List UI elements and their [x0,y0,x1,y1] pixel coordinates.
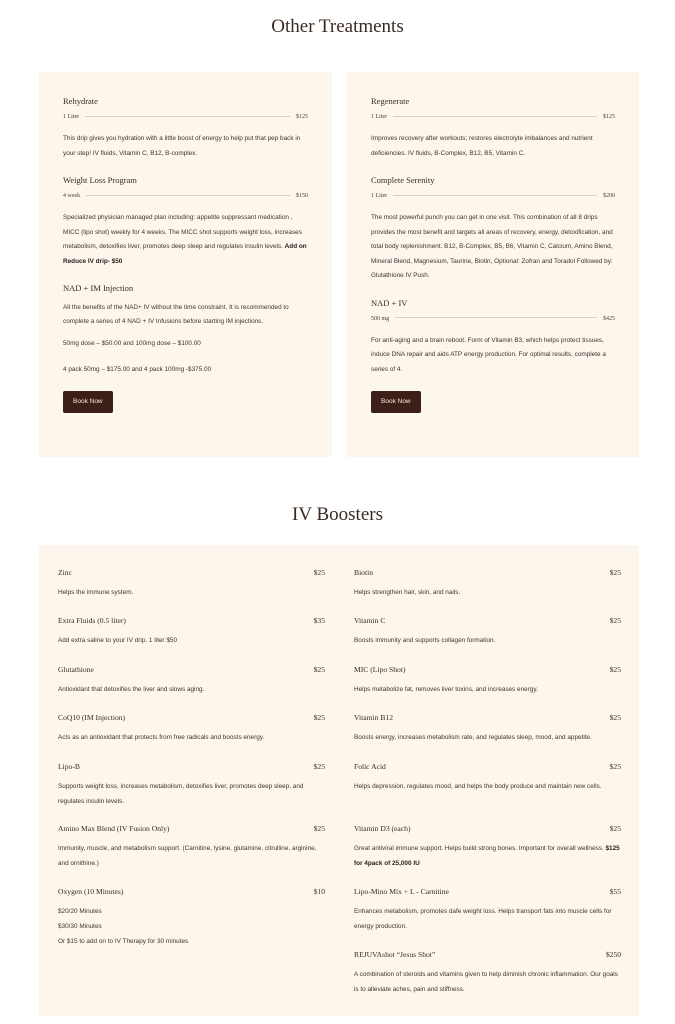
booster-description: Helps metabolize fat, removes liver toxins, and increases energy. [354,686,538,693]
treatment-unit: 4 week [63,193,81,199]
booster-description: Add extra saline to your IV drip. 1 liter $50 [58,637,178,644]
booster-name: REJUVAshot “Jesus Shot” [354,950,436,959]
treatment-unit: 500 mg [371,315,390,322]
treatment-name: Weight Loss Program [63,175,137,185]
treatment-nad-iv [371,298,615,378]
booster-name: Folic Acid [354,762,386,771]
booster-price: $25 [609,665,621,674]
booster-item [58,762,325,809]
booster-price: $25 [313,568,325,577]
booster-price: $25 [609,713,621,722]
treatment-name: NAD + IM Injection [63,283,134,293]
booster-name: CoQ10 (IM Injection) [58,713,126,722]
treatment-regenerate [371,96,615,161]
dose-pricing: 50mg dose – $50.00 and 100mg dose – $100.00 [63,340,201,347]
treatment-price: $200 [603,193,615,199]
treatments-card-left [39,72,332,457]
booster-name: Glutathione [58,665,94,674]
booster-price: $25 [313,824,325,833]
booster-price: $250 [605,950,621,959]
oxygen-option: $20/20 Minutes [58,908,102,915]
iv-boosters-title: IV Boosters [292,504,383,525]
treatments-card-right [347,72,639,457]
booster-name: Extra Fluids (0.5 liter) [58,616,126,625]
booster-name: Biotin [354,568,373,577]
booster-description: A combination of steroids and vitamins given to help diminish chronic inflammation. Our goals is to alleviate aches, pain and stiffness. [354,971,618,993]
booster-name: Vitamin B12 [354,713,393,722]
booster-description: Acts as an antioxidant that protects from free radicals and boosts energy. [58,734,265,741]
booster-description: Enhances metabolism, promotes dafe weight loss. Helps transport fats into muscle cells for energy production. [354,908,612,930]
booster-price: $25 [313,665,325,674]
booster-description: Helps the immune system. [58,589,134,596]
booster-item [354,616,621,648]
treatment-price: $125 [603,114,615,120]
booster-item [58,713,325,745]
treatment-unit: 1 Liter [371,114,388,120]
booster-name: Amino Max Blend (IV Fusion Only) [58,824,170,833]
other-treatments-title: Other Treatments [271,16,404,37]
booster-description: Boosts immunity and supports collagen formation. [354,637,496,644]
treatment-nad-im [63,283,308,377]
treatment-unit: 1 Liter [371,193,388,199]
booster-price: $25 [609,568,621,577]
booster-price: $35 [313,616,325,625]
booster-item [58,616,325,648]
booster-item [354,950,621,997]
treatment-description: All the benefits of the NAD+ IV without the time constraint. It is recommended to complete a series of 4 NAD + IV Infusions before starting IM injections. [63,304,289,325]
booster-item [354,713,621,745]
booster-price: $55 [609,887,621,896]
booster-price: $25 [609,824,621,833]
booster-description: Antioxidant that detoxifies the liver and slows aging. [58,686,205,693]
booster-item [58,665,325,697]
treatment-name: Complete Serenity [371,175,435,185]
treatment-description: The most powerful punch you can get in one visit. This combination of all 8 drips provides the most benefit and targets all areas of recovery, energy, detoxification, and total body replenishment. B12, B-Complex, B5, B6, Vitamin C, Calcium, Amino Blend, Mineral Blend, Magnesium, Taurine, Biotin, Optional: Zofran and Toradol Followed by: Glutathione IV Push. [371,214,613,279]
pack-pricing-note: $125 for 4pack of 25,000 IU [354,845,620,867]
booster-item [354,824,621,871]
treatment-description: For anti-aging and a brain reboot. Form of Vitamin B3, which helps protect tissues, induce DNA repair and aids ATP energy production. For optimal results, complete a series of 4. [371,336,606,373]
treatment-name: Rehydrate [63,96,98,106]
booster-description: Helps depression, regulates mood, and helps the body produce and maintain new cells. [354,783,602,790]
booster-description: Supports weight loss, increases metabolism, detoxifies liver, promotes deep sleep, and regulates insulin levels. [58,783,304,805]
price-leader-line [393,116,597,117]
booster-name: Zinc [58,568,72,577]
booster-price: $25 [609,762,621,771]
booster-name: Lipo-Mino Mix + L - Carnitine [354,887,449,896]
treatment-description: This drip gives you hydration with a little boost of energy to help put that pep back in your step! IV fluids, Vitamin C, B12, B-complex. [63,135,301,157]
booster-price: $10 [313,887,325,896]
treatment-rehydrate [63,96,308,161]
booster-description: Helps strengthen hair, skin, and nails. [354,589,461,596]
treatment-complete-serenity [371,175,615,284]
booster-name: Oxygen (10 Minutes) [58,887,124,896]
booster-name: Lipo-B [58,762,80,771]
booster-price: $25 [313,762,325,771]
add-on-note: Add on Reduce IV drip- $50 [63,243,307,265]
boosters-left-column [58,568,325,1008]
oxygen-option: $30/30 Minutes [58,923,102,930]
treatment-name: Regenerate [371,96,410,106]
boosters-right-column [354,568,621,1008]
price-leader-line [85,116,290,117]
booster-description: Boosts energy, increases metabolism rate, and regulates sleep, mood, and appetite. [354,734,592,741]
booster-item [58,824,325,871]
treatment-weight-loss [63,175,308,269]
booster-price: $25 [313,713,325,722]
booster-item [354,762,621,794]
booster-price: $25 [609,616,621,625]
price-leader-line [393,195,597,196]
booster-item [354,887,621,934]
booster-name: MIC (Lipo Shot) [354,665,406,674]
booster-name: Vitamin C [354,616,386,625]
booster-item [354,665,621,697]
price-leader-line [86,195,290,196]
treatment-name: NAD + IV [371,297,408,308]
booster-item [58,887,325,949]
book-now-button[interactable]: Book Now [63,391,113,413]
booster-description: Great antiviral immune support. Helps build strong bones. Important for overall wellness. $125 for 4pack of 25,000 IU [354,845,620,867]
booster-item [58,568,325,600]
booster-name: Vitamin D3 (each) [354,824,411,833]
booster-item [354,568,621,600]
treatment-price: $150 [296,193,308,199]
book-now-button[interactable]: Book Now [371,391,421,413]
treatment-price: $425 [603,315,615,322]
pack-pricing: 4 pack 50mg – $175.00 and 4 pack 100mg -$375.00 [63,366,212,373]
booster-description: Immunity, muscle, and metabolism support. (Carnitine, lysine, glutamine, citrulline, arginine, and ornithine.) [58,845,317,867]
oxygen-option: Or $15 to add on to IV Therapy for 30 minutes [58,938,189,945]
treatment-price: $125 [296,114,308,120]
treatment-unit: 1 Liter [63,114,80,120]
treatment-description: Specialized physician managed plan including: appetite suppressant medication , MICC (lipo shot) weekly for 4 weeks. The MICC shot supports weight loss, increases metabolism, detoxifies liver, promotes deep sleep and regulates insulin levels. Add on Reduce IV drip- $50 [63,214,307,265]
treatment-description: Improves recovery after workouts; restores electrolyte imbalances and nutrient deficiencies. IV fluids, B-Complex, B12, B5, Vitamin C. [371,135,593,157]
price-leader-line [395,317,597,318]
